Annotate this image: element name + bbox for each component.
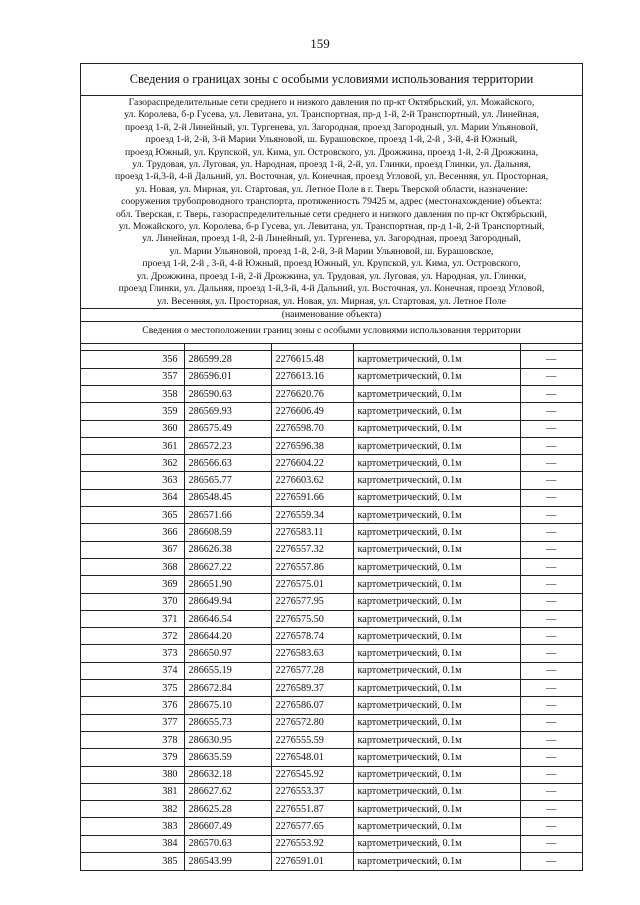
description-line: ул. Весенняя, ул. Просторная, ул. Новая, ул. Мирная, ул. Стартовая, ул. Летное Поле: [157, 295, 506, 307]
point-number: 373: [81, 645, 184, 662]
description-line: проезд 1-й, 2-й, 3-й Марии Ульяновой, ш. Бурашовское, проезд 1-й, 2-й , 3-й, 4-й Южный,: [145, 134, 518, 146]
coord-x: 286548.45: [184, 489, 271, 506]
note-cell: —: [520, 351, 582, 368]
point-number: 384: [81, 835, 184, 852]
coord-x: 286566.63: [184, 455, 271, 472]
point-number: 378: [81, 731, 184, 748]
coord-y: 2276548.01: [271, 749, 353, 766]
coord-y: 2276555.59: [271, 731, 353, 748]
coord-x: 286635.59: [184, 749, 271, 766]
note-cell: —: [520, 455, 582, 472]
coord-y: 2276553.92: [271, 835, 353, 852]
table-row: [81, 558, 582, 575]
coord-x: 286599.28: [184, 351, 271, 368]
coord-y: 2276589.37: [271, 680, 353, 697]
coord-y: 2276575.01: [271, 576, 353, 593]
point-number: 381: [81, 783, 184, 800]
table-row: [81, 368, 582, 385]
coord-y: 2276598.70: [271, 420, 353, 437]
method-cell: картометрический, 0.1м: [353, 714, 520, 731]
coord-x: 286655.73: [184, 714, 271, 731]
coord-x: 286649.94: [184, 593, 271, 610]
table-row: [81, 801, 582, 818]
table-row: [81, 680, 582, 697]
coord-x: 286655.19: [184, 662, 271, 679]
coord-x: 286590.63: [184, 386, 271, 403]
note-cell: —: [520, 714, 582, 731]
coord-y: 2276578.74: [271, 628, 353, 645]
point-number: 367: [81, 541, 184, 558]
coord-x: 286651.90: [184, 576, 271, 593]
table-row: [81, 645, 582, 662]
coord-y: 2276583.11: [271, 524, 353, 541]
point-number: 361: [81, 437, 184, 454]
point-number: 364: [81, 489, 184, 506]
note-cell: —: [520, 420, 582, 437]
coord-y: 2276604.22: [271, 455, 353, 472]
coord-y: 2276613.16: [271, 368, 353, 385]
point-number: 362: [81, 455, 184, 472]
coord-y: 2276583.63: [271, 645, 353, 662]
coord-x: 286565.77: [184, 472, 271, 489]
location-heading: Сведения о местоположении границ зоны с особыми условиями использования территории: [81, 322, 582, 344]
method-cell: картометрический, 0.1м: [353, 593, 520, 610]
table-row: [81, 731, 582, 748]
description-line: ул. Королева, б-р Гусева, ул. Левитана, ул. Транспортная, пр-д 1-й, 2-й Транспортный, ул. Линейная,: [124, 109, 539, 121]
note-cell: —: [520, 541, 582, 558]
coord-x: 286626.38: [184, 541, 271, 558]
note-cell: —: [520, 697, 582, 714]
coord-y: 2276575.50: [271, 610, 353, 627]
coord-x: 286608.59: [184, 524, 271, 541]
description-line: ул. Марии Ульяновой, проезд 1-й, 2-й, 3-й Марии Ульяновой, ш. Бурашовское,: [169, 245, 494, 257]
coord-x: 286596.01: [184, 368, 271, 385]
method-cell: картометрический, 0.1м: [353, 662, 520, 679]
note-cell: —: [520, 437, 582, 454]
method-cell: картометрический, 0.1м: [353, 697, 520, 714]
method-cell: картометрический, 0.1м: [353, 386, 520, 403]
method-cell: картометрический, 0.1м: [353, 541, 520, 558]
point-number: 357: [81, 368, 184, 385]
point-number: 356: [81, 351, 184, 368]
object-description: [81, 96, 582, 308]
method-cell: картометрический, 0.1м: [353, 835, 520, 852]
method-cell: картометрический, 0.1м: [353, 783, 520, 800]
table-row: [81, 351, 582, 368]
coord-x: 286632.18: [184, 766, 271, 783]
method-cell: картометрический, 0.1м: [353, 818, 520, 835]
table-row: [81, 420, 582, 437]
coord-y: 2276603.62: [271, 472, 353, 489]
coord-x: 286627.22: [184, 558, 271, 575]
point-number: 374: [81, 662, 184, 679]
coord-y: 2276551.87: [271, 801, 353, 818]
table-row: [81, 610, 582, 627]
method-cell: картометрический, 0.1м: [353, 524, 520, 541]
coord-x: 286675.10: [184, 697, 271, 714]
coord-x: 286627.62: [184, 783, 271, 800]
description-line: проезд 1-й, 2-й , 3-й, 4-й Южный, проезд Южный, ул. Крупской, ул. Кима, ул. Островского,: [142, 258, 521, 270]
coord-x: 286630.95: [184, 731, 271, 748]
table-row: [81, 783, 582, 800]
coord-y: 2276596.38: [271, 437, 353, 454]
point-number: 385: [81, 853, 184, 870]
note-cell: —: [520, 489, 582, 506]
point-number: 368: [81, 558, 184, 575]
method-cell: картометрический, 0.1м: [353, 628, 520, 645]
description-line: сооружения трубопроводного транспорта, протяженность 79425 м, адрес (местонахождение) объекта:: [121, 196, 542, 208]
note-cell: —: [520, 386, 582, 403]
note-cell: —: [520, 558, 582, 575]
coord-x: 286644.20: [184, 628, 271, 645]
note-cell: —: [520, 749, 582, 766]
table-row: [81, 472, 582, 489]
method-cell: картометрический, 0.1м: [353, 455, 520, 472]
point-number: 359: [81, 403, 184, 420]
note-cell: —: [520, 593, 582, 610]
coord-y: 2276591.66: [271, 489, 353, 506]
coord-y: 2276553.37: [271, 783, 353, 800]
note-cell: —: [520, 610, 582, 627]
method-cell: картометрический, 0.1м: [353, 610, 520, 627]
method-cell: картометрический, 0.1м: [353, 558, 520, 575]
note-cell: —: [520, 645, 582, 662]
coord-x: 286571.66: [184, 507, 271, 524]
coord-y: 2276591.01: [271, 853, 353, 870]
method-cell: картометрический, 0.1м: [353, 472, 520, 489]
coord-x: 286572.23: [184, 437, 271, 454]
table-row: [81, 403, 582, 420]
method-cell: картометрический, 0.1м: [353, 351, 520, 368]
point-number: 383: [81, 818, 184, 835]
table-row: [81, 853, 582, 870]
table-row: [81, 593, 582, 610]
table-row: [81, 818, 582, 835]
coord-x: 286569.93: [184, 403, 271, 420]
object-name-label: (наименование объекта): [81, 308, 582, 322]
note-cell: —: [520, 835, 582, 852]
note-cell: —: [520, 766, 582, 783]
note-cell: —: [520, 801, 582, 818]
coord-y: 2276572.80: [271, 714, 353, 731]
method-cell: картометрический, 0.1м: [353, 437, 520, 454]
point-number: 366: [81, 524, 184, 541]
description-line: ул. Новая, ул. Мирная, ул. Стартовая, ул. Летное Поле в г. Тверь Тверской области, назначение:: [135, 183, 528, 195]
table-row: [81, 697, 582, 714]
table-row: [81, 749, 582, 766]
description-line: проезд Глинки, ул. Дальняя, проезд 1-й,3-й, 4-й Дальний, ул. Восточная, ул. Конечная, проезд Угловой,: [118, 283, 545, 295]
table-row: [81, 628, 582, 645]
coord-x: 286607.49: [184, 818, 271, 835]
coord-y: 2276606.49: [271, 403, 353, 420]
table-row: [81, 455, 582, 472]
table-row: [81, 766, 582, 783]
note-cell: —: [520, 628, 582, 645]
method-cell: картометрический, 0.1м: [353, 749, 520, 766]
point-number: 372: [81, 628, 184, 645]
method-cell: картометрический, 0.1м: [353, 731, 520, 748]
point-number: 377: [81, 714, 184, 731]
description-line: ул. Линейная, проезд 1-й, 2-й Линейный, ул. Тургенева, ул. Загородная, проезд Загородный,: [142, 233, 521, 245]
point-number: 363: [81, 472, 184, 489]
note-cell: —: [520, 472, 582, 489]
method-cell: картометрический, 0.1м: [353, 853, 520, 870]
point-number: 375: [81, 680, 184, 697]
description-line: ул. Трудовая, ул. Луговая, ул. Народная, проезд 1-й, 2-й, ул. Глинки, проезд Глинки, ул. Дальняя,: [132, 159, 531, 171]
note-cell: —: [520, 662, 582, 679]
note-cell: —: [520, 818, 582, 835]
coord-y: 2276586.07: [271, 697, 353, 714]
coord-y: 2276557.86: [271, 558, 353, 575]
coord-x: 286672.84: [184, 680, 271, 697]
table-row: [81, 576, 582, 593]
note-cell: —: [520, 783, 582, 800]
point-number: 369: [81, 576, 184, 593]
table-row: [81, 714, 582, 731]
coord-y: 2276577.65: [271, 818, 353, 835]
description-line: обл. Тверская, г. Тверь, газораспределительные сети среднего и низкого давления по пр-кт Октябрьский,: [115, 208, 548, 220]
document-title: Сведения о границах зоны с особыми условиями использования территории: [81, 64, 582, 96]
coord-y: 2276577.95: [271, 593, 353, 610]
coord-x: 286625.28: [184, 801, 271, 818]
coord-x: 286646.54: [184, 610, 271, 627]
table-row: [81, 662, 582, 679]
table-row: [81, 541, 582, 558]
coord-x: 286650.97: [184, 645, 271, 662]
method-cell: картометрический, 0.1м: [353, 576, 520, 593]
table-row: [81, 489, 582, 506]
description-line: ул. Можайского, ул. Королева, б-р Гусева, ул. Левитана, ул. Транспортная, пр-д 1-й, 2-й Транспортный,: [118, 221, 545, 233]
coord-x: 286543.99: [184, 853, 271, 870]
description-line: проезд Южный, ул. Крупской, ул. Кима, ул. Островского, ул. Дрожжина, проезд 1-й, 2-й Дрожжина,: [124, 146, 539, 158]
method-cell: картометрический, 0.1м: [353, 507, 520, 524]
table-row: [81, 835, 582, 852]
coord-x: 286575.49: [184, 420, 271, 437]
method-cell: картометрический, 0.1м: [353, 420, 520, 437]
method-cell: картометрический, 0.1м: [353, 368, 520, 385]
point-number: 380: [81, 766, 184, 783]
coord-y: 2276620.76: [271, 386, 353, 403]
note-cell: —: [520, 507, 582, 524]
table-spacer-row: [81, 344, 582, 351]
note-cell: —: [520, 853, 582, 870]
table-row: [81, 437, 582, 454]
point-number: 360: [81, 420, 184, 437]
coord-x: 286570.63: [184, 835, 271, 852]
point-number: 371: [81, 610, 184, 627]
method-cell: картометрический, 0.1м: [353, 801, 520, 818]
method-cell: картометрический, 0.1м: [353, 680, 520, 697]
point-number: 376: [81, 697, 184, 714]
description-line: ул. Дрожжина, проезд 1-й, 2-й Дрожжина, ул. Трудовая, ул. Луговая, ул. Народная, ул. Глинки,: [136, 270, 527, 282]
point-number: 379: [81, 749, 184, 766]
coord-y: 2276557.32: [271, 541, 353, 558]
point-number: 358: [81, 386, 184, 403]
point-number: 370: [81, 593, 184, 610]
note-cell: —: [520, 368, 582, 385]
note-cell: —: [520, 680, 582, 697]
point-number: 365: [81, 507, 184, 524]
point-number: 382: [81, 801, 184, 818]
note-cell: —: [520, 524, 582, 541]
method-cell: картометрический, 0.1м: [353, 766, 520, 783]
note-cell: —: [520, 576, 582, 593]
method-cell: картометрический, 0.1м: [353, 403, 520, 420]
description-line: проезд 1-й, 2-й Линейный, ул. Тургенева, ул. Загородная, проезд Загородный, ул. Марии Ульяновой,: [124, 121, 538, 133]
table-row: [81, 524, 582, 541]
description-line: Газораспределительные сети среднего и низкого давления по пр-кт Октябрьский, ул. Можайского,: [128, 97, 535, 108]
coord-y: 2276577.28: [271, 662, 353, 679]
method-cell: картометрический, 0.1м: [353, 645, 520, 662]
note-cell: —: [520, 403, 582, 420]
coordinates-table: [81, 344, 582, 870]
table-row: [81, 507, 582, 524]
table-row: [81, 386, 582, 403]
method-cell: картометрический, 0.1м: [353, 489, 520, 506]
page-number: 159: [310, 36, 330, 51]
note-cell: —: [520, 731, 582, 748]
description-line: проезд 1-й,3-й, 4-й Дальний, ул. Восточная, ул. Конечная, проезд Угловой, ул. Весенняя, ул. Просторная,: [115, 171, 548, 183]
zone-boundary-document: [80, 63, 583, 871]
coord-y: 2276545.92: [271, 766, 353, 783]
coord-y: 2276615.48: [271, 351, 353, 368]
coord-y: 2276559.34: [271, 507, 353, 524]
